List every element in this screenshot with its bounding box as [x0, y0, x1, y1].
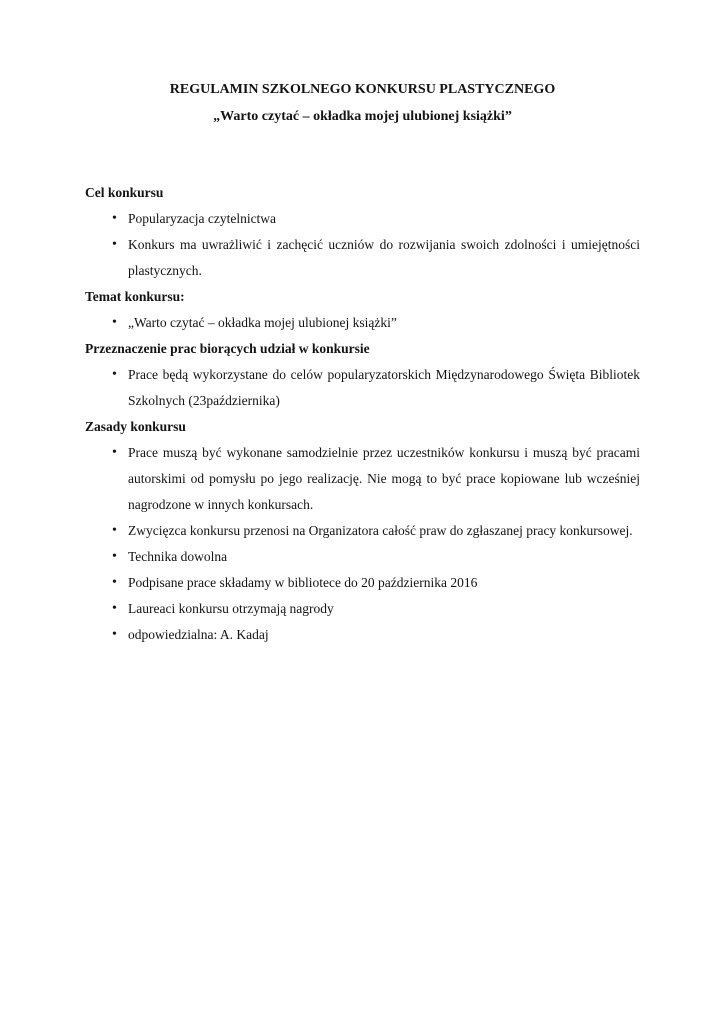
bullet-item-text: Podpisane prace składamy w bibliotece do 20 października 2016: [128, 575, 478, 590]
bullet-icon: •: [112, 237, 117, 252]
bullet-item: [85, 622, 640, 648]
bullet-icon: •: [112, 315, 117, 330]
document-title: REGULAMIN SZKOLNEGO KONKURSU PLASTYCZNEGO: [169, 82, 556, 97]
bullet-item: [85, 362, 640, 414]
section-heading: Cel konkursu: [85, 185, 164, 200]
bullet-item-text: Konkurs ma uwrażliwić i zachęcić uczniów do rozwijania swoich zdolności i umiejętności plastycznych.: [128, 237, 640, 278]
bullet-item-text: Technika dowolna: [128, 549, 228, 564]
bullet-list: [85, 440, 640, 648]
bullet-item: [85, 310, 640, 336]
bullet-icon: •: [112, 601, 117, 616]
bullet-item-text: Prace muszą być wykonane samodzielnie przez uczestników konkursu i muszą być pracami autorskimi od pomysłu po jego realizację. Nie mogą to być prace kopiowane lub wcześniej nagrodzone w innych konkursach.: [128, 445, 640, 512]
bullet-icon: •: [112, 367, 117, 382]
bullet-item: [85, 232, 640, 284]
bullet-icon: •: [112, 211, 117, 226]
bullet-icon: •: [112, 575, 117, 590]
bullet-icon: •: [112, 523, 117, 538]
bullet-icon: •: [112, 445, 117, 460]
document-body: [85, 180, 640, 648]
bullet-list: [85, 310, 640, 336]
bullet-item: [85, 596, 640, 622]
bullet-item-text: Prace będą wykorzystane do celów popularyzatorskich Międzynarodowego Święta Bibliotek Szkolnych (23października): [128, 367, 640, 408]
section-heading: Temat konkursu:: [85, 289, 185, 304]
bullet-item: [85, 544, 640, 570]
bullet-list: [85, 362, 640, 414]
bullet-list: [85, 206, 640, 284]
bullet-item-text: Laureaci konkursu otrzymają nagrody: [128, 601, 334, 616]
document-subtitle: „Warto czytać – okładka mojej ulubionej książki”: [213, 109, 512, 124]
bullet-icon: •: [112, 549, 117, 564]
bullet-icon: •: [112, 627, 117, 642]
bullet-item-text: Popularyzacja czytelnictwa: [128, 211, 277, 226]
section-heading: Zasady konkursu: [85, 419, 186, 434]
bullet-item: [85, 570, 640, 596]
document-title-block: [85, 76, 640, 130]
bullet-item: [85, 206, 640, 232]
bullet-item-text: Zwycięzca konkursu przenosi na Organizatora całość praw do zgłaszanej pracy konkursowej.: [128, 523, 633, 538]
bullet-item: [85, 440, 640, 518]
bullet-item: [85, 518, 640, 544]
section-heading: Przeznaczenie prac biorących udział w konkursie: [85, 341, 370, 356]
bullet-item-text: odpowiedzialna: A. Kadaj: [128, 627, 269, 642]
bullet-item-text: „Warto czytać – okładka mojej ulubionej książki”: [128, 315, 397, 330]
